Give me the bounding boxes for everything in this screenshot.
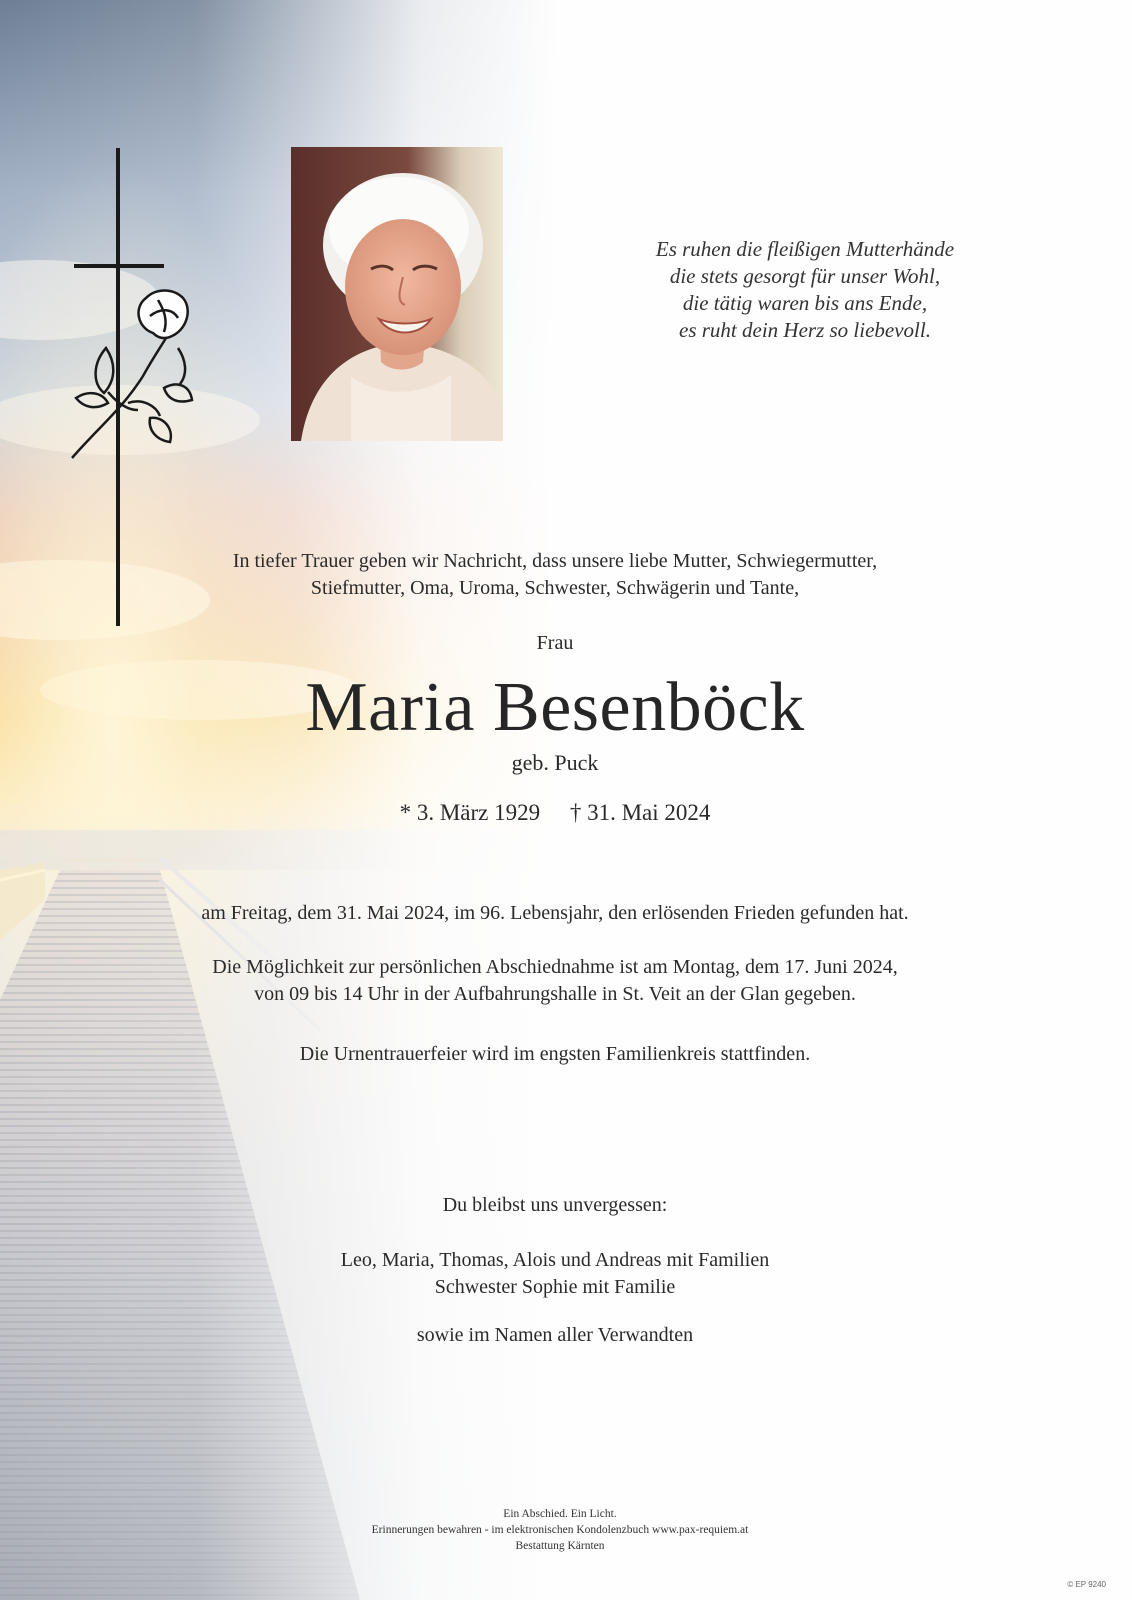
salutation: Frau — [536, 632, 574, 654]
footer — [300, 1506, 820, 1554]
poem-line: die tätig waren bis ans Ende, — [682, 291, 928, 315]
memorial-poem — [600, 236, 1010, 344]
farewell-info — [130, 954, 980, 1008]
farewell-line: von 09 bis 14 Uhr in der Aufbahrungshalle in St. Veit an der Glan gegeben. — [254, 983, 856, 1005]
rose-icon — [72, 291, 192, 459]
death-statement: am Freitag, dem 31. Mai 2024, im 96. Lebensjahr, den erlösenden Frieden gefunden hat. — [201, 902, 909, 924]
footer-tagline: Ein Abschied. Ein Licht. — [503, 1508, 617, 1520]
mourners-heading: Du bleibst uns unvergessen: — [442, 1194, 668, 1216]
intro-text — [130, 548, 980, 602]
poem-line: es ruht dein Herz so liebevoll. — [679, 318, 931, 342]
portrait-photo — [291, 147, 503, 441]
urn-ceremony-note: Die Urnentrauerfeier wird im engsten Familienkreis stattfinden. — [299, 1043, 811, 1065]
life-dates — [130, 800, 980, 826]
intro-line: Stiefmutter, Oma, Uroma, Schwester, Schwägerin und Tante, — [310, 577, 800, 599]
mourners-list — [130, 1247, 980, 1301]
mourner-line: Leo, Maria, Thomas, Alois und Andreas mit Familien — [340, 1249, 770, 1271]
relatives-note: sowie im Namen aller Verwandten — [416, 1324, 694, 1346]
print-code: © EP 9240 — [1067, 1580, 1106, 1589]
birth-name: geb. Puck — [511, 750, 599, 775]
footer-undertaker: Bestattung Kärnten — [515, 1540, 605, 1552]
intro-line: In tiefer Trauer geben wir Nachricht, dass unsere liebe Mutter, Schwiegermutter, — [232, 550, 878, 572]
farewell-line: Die Möglichkeit zur persönlichen Abschiednahme ist am Montag, dem 17. Juni 2024, — [212, 956, 898, 978]
poem-line: die stets gesorgt für unser Wohl, — [669, 264, 941, 288]
footer-condolence-link[interactable]: Erinnerungen bewahren - im elektronischen Kondolenzbuch www.pax-requiem.at — [371, 1524, 749, 1536]
deceased-name: Maria Besenböck — [305, 669, 805, 746]
poem-line: Es ruhen die fleißigen Mutterhände — [655, 237, 955, 261]
death-date: † 31. Mai 2024 — [569, 800, 711, 825]
mourner-line: Schwester Sophie mit Familie — [434, 1276, 676, 1298]
birth-date: * 3. März 1929 — [399, 800, 541, 825]
